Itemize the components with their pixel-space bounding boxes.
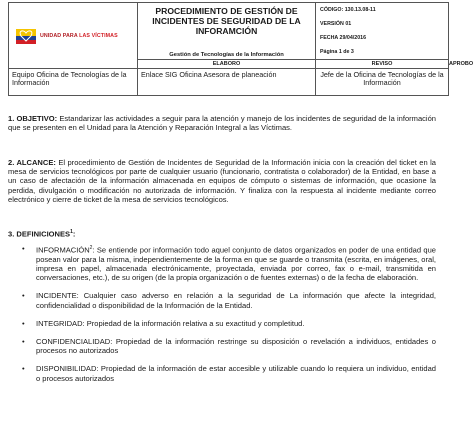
flag-heart-icon <box>15 27 37 45</box>
section-alcance <box>8 158 436 204</box>
definitions-list <box>22 244 436 383</box>
document-page-number: Página 1 de 3 <box>320 49 354 55</box>
document-header-table: UNIDAD PARA LAS VÍCTIMAS PROCEDIMIENTO DE GESTIÓN DE INCIDENTES DE SEGURIDAD DE LA INFORAMCIÓN Gestión de Tecnologías de la Información CÓDIGO: 130.13.08-11 VERSIÓN 01 FECHA 29/04/2016 Página 1 de 3 ELABORO REVISO APROBO Equipo Oficina de Tecnologías de la Información Enlace SIG Oficina Asesora de planeación Jefe de la Oficina de Tecnologías de la Información <box>8 2 449 96</box>
unidad-victimas-logo <box>9 27 137 45</box>
alcance-text: El procedimiento de Gestión de Incidentes de Seguridad de la Información inicia con la creación del ticket en la mesa de servicios tecnológicos por parte de cualquier usuario (funcionario, contratista o colaborador) de la Entidad, en base a un caso de afectación de la información almacenada en equipos de cómputo o sistemas de información, que ocasione la perdida, divulgación o modificación no autorizada de información. Y finaliza con la respuesta al incidente mediante correo electrónico y cierre de ticket de la mesa de servicios tecnológicos. <box>8 158 436 204</box>
bullet-icon: • <box>22 318 25 328</box>
definition-item <box>22 319 436 328</box>
definition-item <box>22 244 436 282</box>
title-cell <box>138 3 316 60</box>
definition-text: : Se entiende por información todo aquel conjunto de datos organizados en poder de una entidad que posean valor para la misma, independientemente de la forma en que se guarde o transmita (escrita, en imágenes, oral, impresa en papel, almacenada electrónicamente, proyectada, enviada por correo, fax o e-mail, transmitida en conversaciones, etc.), de su origen (de la propia organización o de fuentes externas) o de la fecha de elaboración. <box>36 245 436 283</box>
section-objetivo <box>8 114 436 132</box>
aprobo-value: Jefe de la Oficina de Tecnologías de la Información <box>316 69 449 96</box>
bullet-icon: • <box>22 336 25 346</box>
document-code: CÓDIGO: 130.13.08-11 <box>320 7 376 13</box>
document-version: VERSIÓN 01 <box>320 21 352 27</box>
objetivo-text: Estandarizar las actividades a seguir para la atención y manejo de los incidentes de seguridad de la información que se presenten en el Unidad para la Atención y Reparación Integral a las Víctimas. <box>8 114 436 133</box>
logo-text: UNIDAD PARA LAS VÍCTIMAS <box>40 32 118 39</box>
definition-term: DISPONIBILIDAD <box>36 364 97 374</box>
definition-item <box>22 364 436 382</box>
document-title: PROCEDIMIENTO DE GESTIÓN DE INCIDENTES DE SEGURIDAD DE LA INFORAMCIÓN <box>152 6 301 36</box>
definition-term: INTEGRIDAD <box>36 318 83 328</box>
bullet-icon: • <box>22 291 25 301</box>
document-subtitle: Gestión de Tecnologías de la Información <box>169 52 284 58</box>
definition-item <box>22 291 436 309</box>
definition-text: : Propiedad de la información restringe su disposición o revelación a individuos, entidades o procesos no autorizados <box>36 336 436 356</box>
footnote-marker: 2 <box>89 245 93 251</box>
definiciones-heading: 3. DEFINICIONES$^1$: <box>8 229 76 239</box>
alcance-heading: 2. ALCANCE: <box>8 158 56 167</box>
document-date: FECHA 29/04/2016 <box>320 35 367 41</box>
meta-cell <box>316 3 449 60</box>
definition-text: : Propiedad de la información relativa a su exactitud y completitud. <box>82 318 305 328</box>
footnote-marker: 1 <box>70 229 73 235</box>
definition-term: INCIDENTE <box>36 291 77 301</box>
definition-item <box>22 337 436 355</box>
reviso-header: REVISO <box>316 60 449 69</box>
reviso-value: Enlace SIG Oficina Asesora de planeación <box>138 69 316 96</box>
elaboro-header: ELABORO <box>138 60 316 69</box>
logo-cell <box>9 3 138 69</box>
bullet-icon: • <box>22 244 25 253</box>
objetivo-heading: 1. OBJETIVO: <box>8 114 58 123</box>
definition-text: : Cualquier caso adverso en relación a la seguridad de La información que afecte la integridad, confidencialidad o disponibilidad de la Información de la Entidad. <box>36 291 436 310</box>
definition-term: INFORMACIÓN <box>36 245 90 255</box>
elaboro-value: Equipo Oficina de Tecnologías de la Información <box>9 69 138 96</box>
definition-term: CONFIDENCIALIDAD <box>36 336 111 346</box>
bullet-icon: • <box>22 364 25 374</box>
definition-text: : Propiedad de la información de estar accesible y utilizable cuando lo requiera un individuo, entidad o procesos autorizados <box>36 364 436 383</box>
